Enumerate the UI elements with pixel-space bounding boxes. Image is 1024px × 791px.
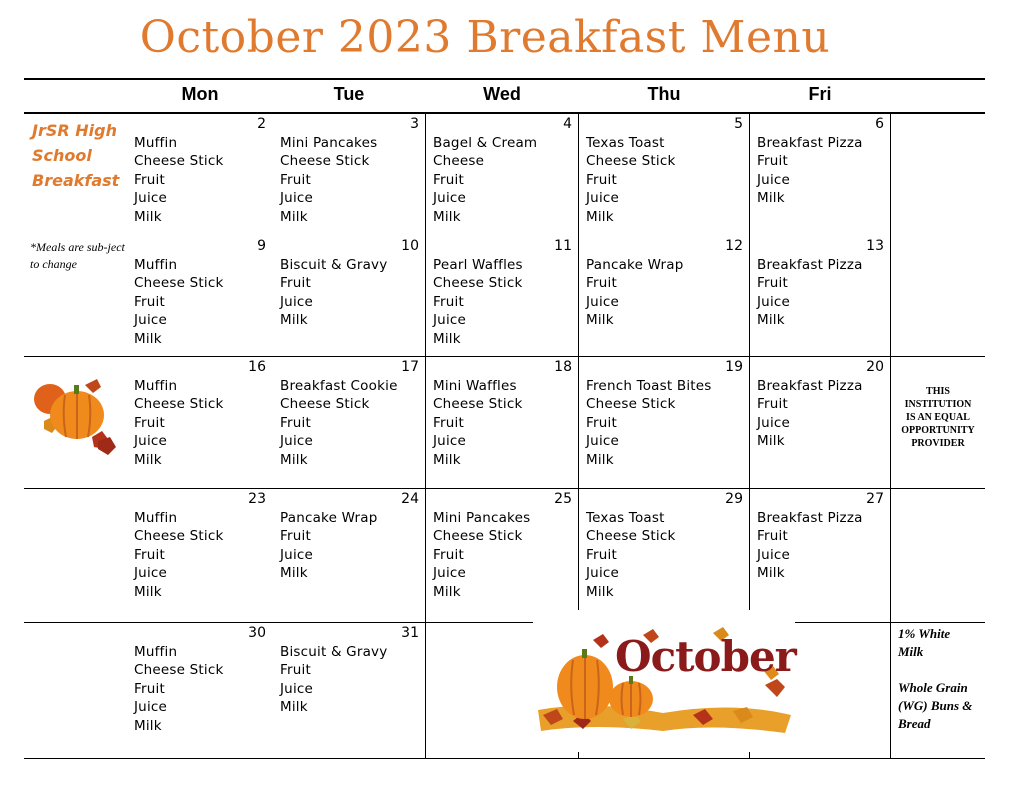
menu-item: Breakfast Pizza <box>757 135 863 151</box>
menu-item: Breakfast Pizza <box>757 510 863 526</box>
menu-items <box>134 643 223 735</box>
menu-item: Juice <box>134 312 168 329</box>
menu-items <box>586 509 675 601</box>
menu-item: Pancake Wrap <box>280 510 378 526</box>
menu-item: Bagel & Cream <box>433 135 538 151</box>
menu-items <box>757 377 863 451</box>
menu-item: Fruit <box>280 171 311 188</box>
menu-item: Mini Pancakes <box>433 510 531 526</box>
school-label: JrSR High School Breakfast <box>32 121 120 190</box>
menu-item: Mini Pancakes <box>280 135 378 151</box>
day-number: 10 <box>401 238 419 254</box>
day-number: 9 <box>257 238 266 254</box>
menu-items <box>280 256 387 330</box>
menu-item: Milk <box>433 451 461 468</box>
menu-item: Fruit <box>134 171 165 188</box>
menu-item: Fruit <box>280 528 311 545</box>
menu-item: Juice <box>134 433 168 450</box>
menu-item: Mini Waffles <box>433 378 517 394</box>
menu-items <box>433 509 530 601</box>
menu-item: Milk <box>134 208 162 225</box>
menu-item: Milk <box>586 312 614 329</box>
menu-item: Milk <box>433 208 461 225</box>
day-header-fri: Fri <box>808 84 832 104</box>
menu-item: Milk <box>757 190 785 207</box>
day-number: 4 <box>563 116 572 132</box>
menu-items <box>433 256 523 348</box>
menu-items <box>433 134 537 226</box>
menu-item: Milk <box>433 330 461 347</box>
menu-item: Breakfast Pizza <box>757 257 863 273</box>
menu-item: Milk <box>757 312 785 329</box>
menu-items <box>433 377 522 469</box>
day-cell <box>127 489 272 609</box>
menu-item: Juice <box>280 546 314 563</box>
menu-item: Cheese Stick <box>586 396 676 413</box>
menu-item: Cheese Stick <box>134 528 224 545</box>
day-cell <box>426 357 578 477</box>
day-cell <box>273 623 425 743</box>
menu-item: Fruit <box>757 396 788 413</box>
day-header-mon: Mon <box>181 84 219 104</box>
day-number: 16 <box>248 359 266 375</box>
menu-items <box>280 509 378 583</box>
menu-item: Cheese Stick <box>433 396 523 413</box>
day-cell <box>579 357 749 477</box>
menu-items <box>134 256 223 348</box>
day-number: 23 <box>248 491 266 507</box>
day-number: 11 <box>554 238 572 254</box>
menu-item: Juice <box>134 699 168 716</box>
day-number: 31 <box>401 625 419 641</box>
menu-item: Juice <box>757 414 791 431</box>
menu-item: Juice <box>134 565 168 582</box>
menu-item: Fruit <box>757 153 788 170</box>
menu-item: Juice <box>280 680 314 697</box>
menu-item: Juice <box>586 565 620 582</box>
pumpkins-icon <box>30 375 120 460</box>
day-cell <box>426 236 578 356</box>
menu-item: Juice <box>280 190 314 207</box>
day-number: 19 <box>725 359 743 375</box>
day-cell <box>127 357 272 477</box>
menu-item: Fruit <box>586 171 617 188</box>
menu-item: Muffin <box>134 644 178 660</box>
menu-item: Milk <box>586 208 614 225</box>
day-cell <box>426 114 578 234</box>
menu-item: Cheese Stick <box>134 662 224 679</box>
menu-items <box>134 134 223 226</box>
menu-item: Fruit <box>433 171 464 188</box>
menu-item: Cheese <box>433 153 485 170</box>
menu-item: Fruit <box>433 414 464 431</box>
col-divider <box>890 114 891 759</box>
menu-item: Milk <box>757 433 785 450</box>
day-number: 27 <box>866 491 884 507</box>
day-cell <box>750 236 890 356</box>
menu-item: Pancake Wrap <box>586 257 684 273</box>
menu-item: Fruit <box>757 275 788 292</box>
menu-item: Fruit <box>586 546 617 563</box>
menu-item: Biscuit & Gravy <box>280 257 388 273</box>
menu-items <box>134 377 223 469</box>
day-number: 17 <box>401 359 419 375</box>
day-header-tue: Tue <box>333 84 365 104</box>
menu-item: Juice <box>433 565 467 582</box>
menu-item: Juice <box>586 190 620 207</box>
menu-item: Fruit <box>433 293 464 310</box>
day-cell <box>750 357 890 477</box>
menu-item: Texas Toast <box>586 510 665 526</box>
menu-items <box>586 377 712 469</box>
menu-item: Juice <box>757 293 791 310</box>
day-cell <box>127 623 272 743</box>
menu-item: Cheese Stick <box>134 396 224 413</box>
day-number: 30 <box>248 625 266 641</box>
top-rule <box>24 78 985 80</box>
menu-item: Juice <box>586 433 620 450</box>
menu-items <box>280 134 377 226</box>
menu-item: Fruit <box>280 414 311 431</box>
day-cell <box>127 236 272 356</box>
day-number: 18 <box>554 359 572 375</box>
menu-item: Milk <box>280 565 308 582</box>
menu-item: Cheese Stick <box>433 275 523 292</box>
menu-item: Juice <box>280 293 314 310</box>
menu-item: Juice <box>433 312 467 329</box>
menu-item: Cheese Stick <box>134 275 224 292</box>
day-number: 3 <box>410 116 419 132</box>
day-cell <box>579 114 749 234</box>
menu-item: Fruit <box>586 275 617 292</box>
menu-item: Cheese Stick <box>586 153 676 170</box>
day-number: 29 <box>725 491 743 507</box>
menu-item: Muffin <box>134 510 178 526</box>
october-word-art: October <box>615 632 796 681</box>
day-cell <box>579 236 749 356</box>
menu-item: Milk <box>586 451 614 468</box>
day-cell <box>273 114 425 234</box>
menu-item: Milk <box>757 565 785 582</box>
menu-items <box>757 134 863 208</box>
page-title: October 2023 Breakfast Menu <box>139 12 831 63</box>
menu-item: Cheese Stick <box>134 153 224 170</box>
bottom-rule <box>24 758 985 759</box>
menu-item: Cheese Stick <box>280 396 370 413</box>
menu-item: Juice <box>433 433 467 450</box>
day-number: 12 <box>725 238 743 254</box>
menu-item: Breakfast Cookie <box>280 378 398 394</box>
day-number: 24 <box>401 491 419 507</box>
menu-items <box>280 377 398 469</box>
menu-item: Fruit <box>134 680 165 697</box>
equal-opportunity-statement: THIS INSTITUTION IS AN EQUAL OPPORTUNITY PROVIDER <box>901 386 975 449</box>
menu-items <box>280 643 387 717</box>
day-number: 25 <box>554 491 572 507</box>
menu-item: Muffin <box>134 378 178 394</box>
menu-item: Fruit <box>134 414 165 431</box>
day-header-wed: Wed <box>483 84 521 104</box>
menu-items <box>757 509 863 583</box>
day-header-thu: Thu <box>647 84 681 104</box>
day-cell <box>426 489 578 609</box>
menu-item: Fruit <box>757 528 788 545</box>
menu-item: Cheese Stick <box>586 528 676 545</box>
menu-item: Milk <box>134 717 162 734</box>
menu-items <box>586 256 684 330</box>
day-number: 6 <box>875 116 884 132</box>
day-cell <box>127 114 272 234</box>
day-number: 20 <box>866 359 884 375</box>
menu-item: Milk <box>280 208 308 225</box>
day-number: 5 <box>734 116 743 132</box>
milk-bread-note: 1% White Milk Whole Grain (WG) Buns & Bread <box>898 626 973 731</box>
day-cell <box>273 236 425 356</box>
menu-item: Texas Toast <box>586 135 665 151</box>
menu-item: Fruit <box>134 293 165 310</box>
menu-item: Fruit <box>134 546 165 563</box>
menu-item: Fruit <box>433 546 464 563</box>
menu-item: Milk <box>134 451 162 468</box>
day-cell <box>273 357 425 477</box>
menu-item: Juice <box>586 293 620 310</box>
menu-item: Biscuit & Gravy <box>280 644 388 660</box>
menu-items <box>586 134 675 226</box>
menu-item: Juice <box>134 190 168 207</box>
menu-item: Fruit <box>586 414 617 431</box>
menu-item: Muffin <box>134 257 178 273</box>
menu-item: Milk <box>586 583 614 600</box>
day-cell <box>273 489 425 609</box>
day-cell <box>579 489 749 609</box>
menu-item: Muffin <box>134 135 178 151</box>
menu-items <box>134 509 223 601</box>
menu-item: Juice <box>280 433 314 450</box>
menu-item: Fruit <box>280 662 311 679</box>
meals-change-note: *Meals are sub-ject to change <box>30 240 125 271</box>
menu-item: Milk <box>280 699 308 716</box>
menu-item: French Toast Bites <box>586 378 712 394</box>
menu-item: Breakfast Pizza <box>757 378 863 394</box>
menu-item: Cheese Stick <box>280 153 370 170</box>
menu-item: Juice <box>433 190 467 207</box>
menu-items <box>757 256 863 330</box>
day-cell <box>750 489 890 609</box>
menu-item: Milk <box>134 330 162 347</box>
menu-item: Cheese Stick <box>433 528 523 545</box>
menu-item: Milk <box>433 583 461 600</box>
menu-item: Juice <box>757 171 791 188</box>
day-number: 2 <box>257 116 266 132</box>
menu-item: Milk <box>280 451 308 468</box>
day-number: 13 <box>866 238 884 254</box>
menu-item: Pearl Waffles <box>433 257 523 273</box>
menu-item: Fruit <box>280 275 311 292</box>
menu-item: Milk <box>280 312 308 329</box>
day-cell <box>750 114 890 234</box>
menu-item: Milk <box>134 583 162 600</box>
menu-item: Juice <box>757 546 791 563</box>
